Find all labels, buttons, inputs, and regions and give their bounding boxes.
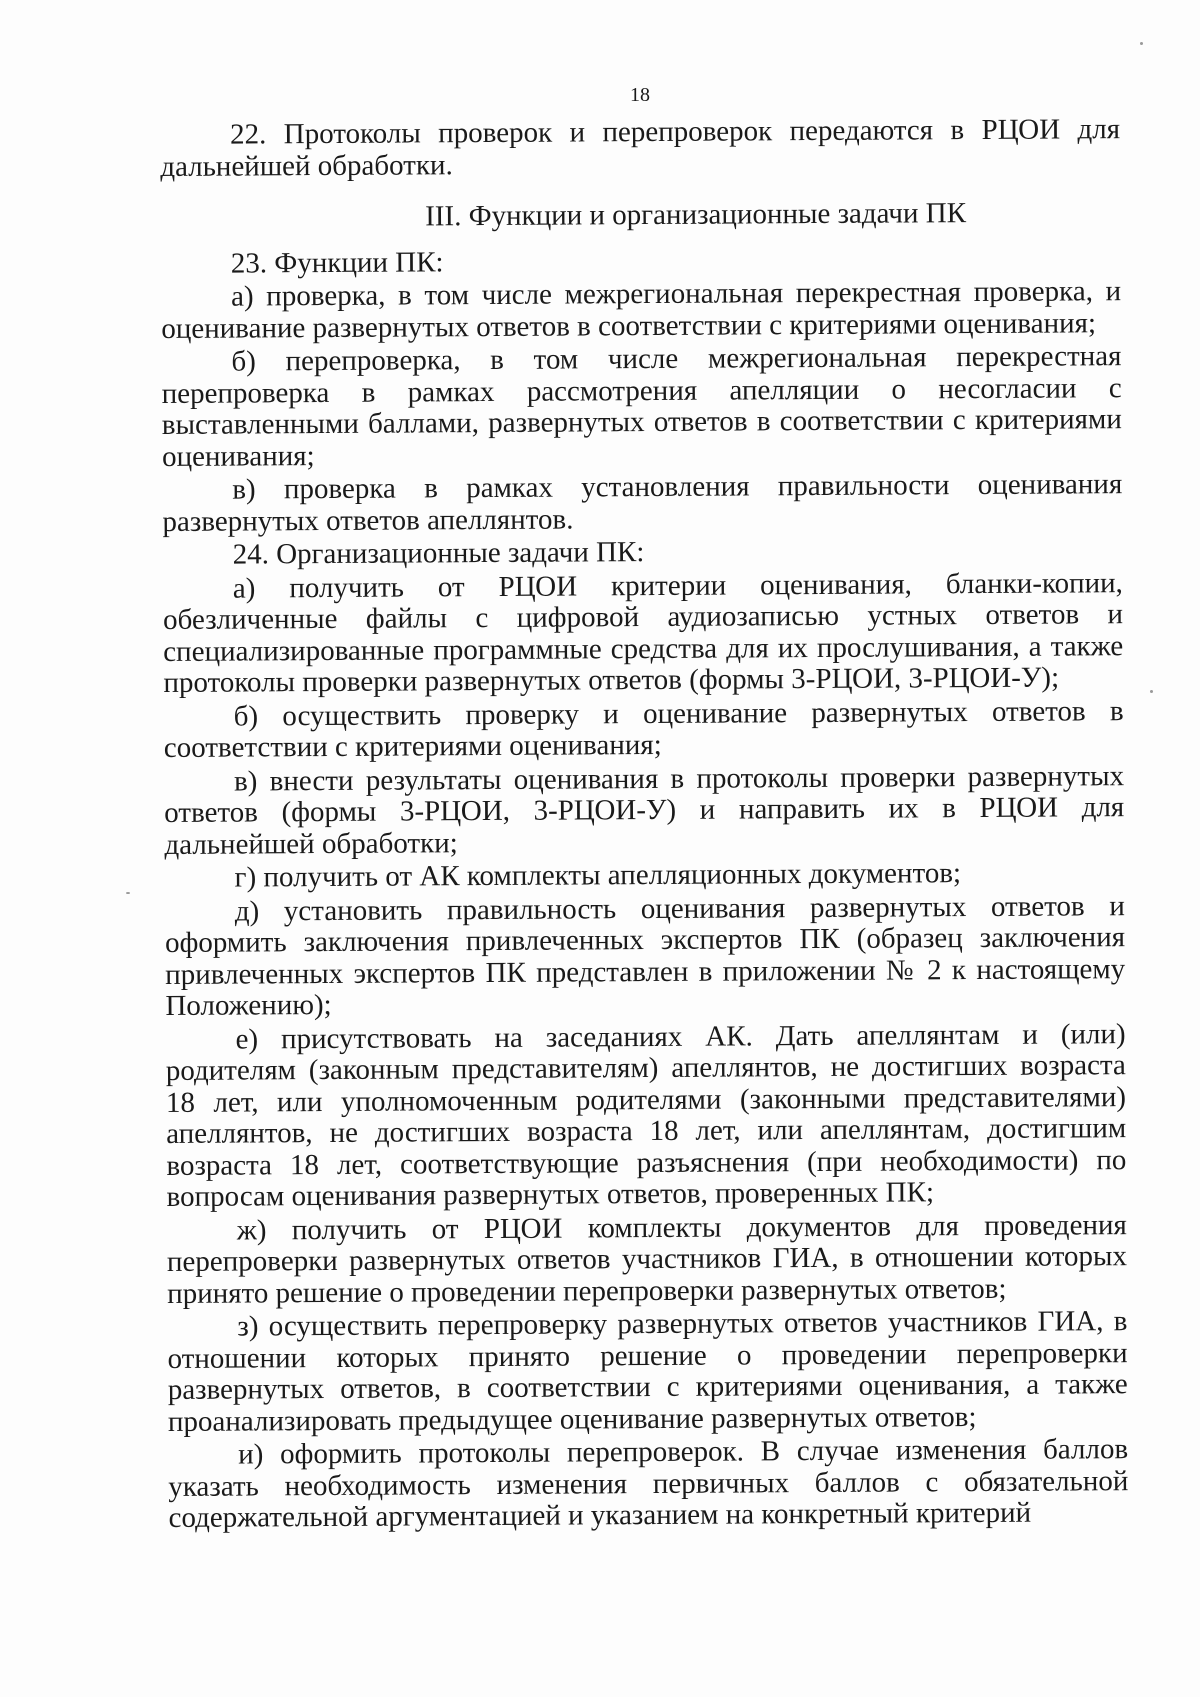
paragraph-23v: в) проверка в рамках установления правильности оценивания развернутых ответов апеллянтов. <box>162 468 1123 538</box>
section-heading: III. Функции и организационные задачи ПК <box>425 197 967 233</box>
paragraph-22: 22. Протоколы проверок и перепроверок передаются в РЦОИ для дальнейшей обработки. <box>160 113 1121 183</box>
paragraph-24d: д) установить правильность оценивания развернутых ответов и оформить заключения привлеченных экспертов ПК (образец заключения привлеченных экспертов ПК представлен в приложении № 2 к настоящему Положению); <box>164 889 1126 1022</box>
paragraph-24zh: ж) получить от РЦОИ комплекты документов для проведения перепроверки развернутых ответов участников ГИА, в отношении которых принято решение о проведении перепроверки развернутых ответов; <box>166 1208 1128 1310</box>
paragraph-23: 23. Функции ПК: <box>230 245 444 280</box>
paragraph-24v: в) внести результаты оценивания в протоколы проверки развернутых ответов (формы 3-РЦОИ, 3-РЦОИ-У) и направить их в РЦОИ для дальнейшей обработки; <box>164 759 1125 861</box>
paragraph-24z: з) осуществить перепроверку развернутых ответов участников ГИА, в отношении которых принято решение о проведении перепроверки развернутых ответов, в соответствии с критериями оценивания, а также проанализировать предыдущее оценивание развернутых ответов; <box>167 1305 1128 1438</box>
paragraph-24e: е) присутствовать на заседаниях АК. Дать апеллянтам и (или) родителям (законным представителям) апеллянтов, не достигших возраста 18 лет, или уполномоченным родителями (законными представителями) апеллянтов, не достигших возраста 18 лет, или апеллянтам, достигшим возраста 18 лет, соответствующие разъяснения (при необходимости) по вопросам оценивания развернутых ответов, проверенных ПК; <box>165 1017 1127 1213</box>
paragraph-23b: б) перепроверка, в том числе межрегиональная перекрестная перепроверка в рамках рассмотрения апелляции о несогласии с выставленными баллами, развернутых ответов в соответствии с критериями оценивания; <box>161 340 1122 473</box>
document-body <box>160 114 1129 1534</box>
scan-speck <box>126 892 130 894</box>
paragraph-24i: и) оформить протоколы перепроверок. В случае изменения баллов указать необходимость изменения первичных баллов с обязательной содержательной аргументацией и указанием на конкретный критерий <box>168 1433 1129 1534</box>
paragraph-24a: а) получить от РЦОИ критерии оценивания, бланки-копии, обезличенные файлы с цифровой аудиозаписью устных ответов и специализированные программные средства для их прослушивания, а также протоколы проверки развернутых ответов (формы 3-РЦОИ, 3-РЦОИ-У); <box>162 566 1124 699</box>
page-number: 18 <box>630 84 650 106</box>
paragraph-24b: б) осуществить проверку и оценивание развернутых ответов в соответствии с критериями оценивания; <box>163 694 1124 764</box>
paragraph-24: 24. Организационные задачи ПК: <box>232 536 645 571</box>
paragraph-23a: а) проверка, в том числе межрегиональная перекрестная проверка, и оценивание развернутых ответов в соответствии с критериями оценивания; <box>161 275 1122 345</box>
scan-speck <box>1150 690 1153 693</box>
paragraph-24g: г) получить от АК комплекты апелляционных документов; <box>234 857 962 894</box>
scan-speck <box>1140 42 1143 45</box>
